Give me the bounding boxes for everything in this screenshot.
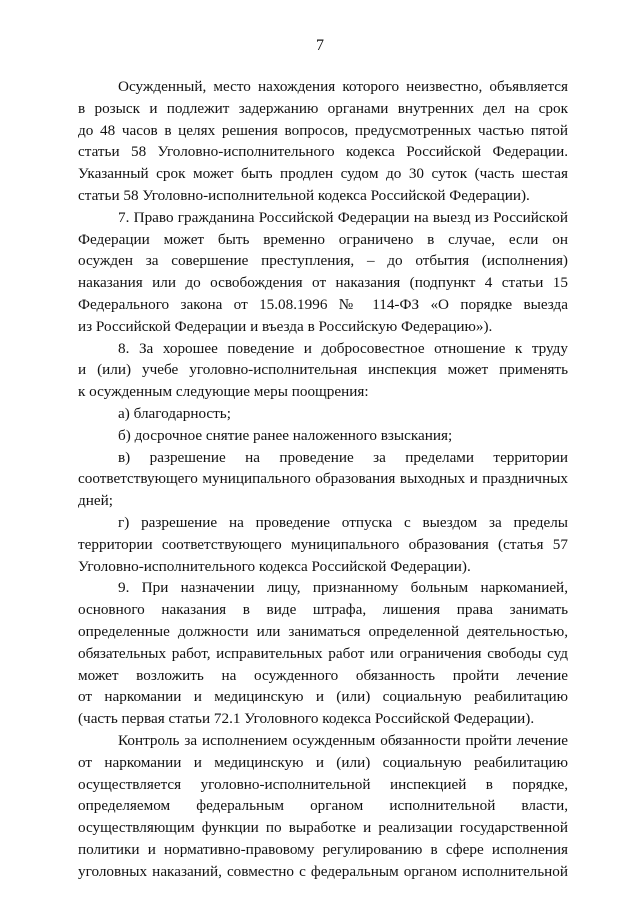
text-line: уголовных наказаний, совместно с федеральным органом исполнительной — [78, 862, 568, 880]
text-line: определенные должности или заниматься определенной деятельностью, — [78, 622, 568, 640]
page-number: 7 — [316, 37, 324, 54]
text-line: может возложить на осужденного обязанность пройти лечение — [78, 666, 568, 684]
text-line: Федерального закона от 15.08.1996 № 114-ФЗ «О порядке выезда — [78, 295, 568, 313]
text-line: от наркомании и медицинскую и (или) социальную реабилитацию — [78, 753, 568, 771]
paragraph-p3 — [78, 338, 568, 403]
text-line: до 48 часов в целях решения вопросов, предусмотренных частью пятой — [78, 121, 568, 139]
text-line: статьи 58 Уголовно-исполнительного кодекса Российской Федерации. — [78, 143, 568, 161]
text-line: в розыск и подлежит задержанию органами внутренних дел на срок — [78, 99, 568, 117]
paragraph-p6 — [78, 447, 568, 512]
text-line: наказания или до освобождения от наказания (подпункт 4 статьи 15 — [78, 274, 568, 292]
text-line: Уголовно-исполнительного кодекса Российской Федерации). — [78, 557, 471, 575]
paragraph-p5 — [78, 425, 568, 447]
paragraph-p7 — [78, 512, 568, 577]
document-body — [78, 76, 568, 882]
text-line: Осужденный, место нахождения которого неизвестно, объявляется — [118, 78, 568, 95]
paragraph-p9 — [78, 730, 568, 883]
text-line: и (или) учебе уголовно-исполнительная инспекция может применять — [78, 361, 568, 379]
text-line: основного наказания в виде штрафа, лишения права занимать — [78, 601, 568, 619]
text-line: соответствующего муниципального образования выходных и праздничных — [78, 470, 568, 488]
text-line: Контроль за исполнением осужденным обязанности пройти лечение — [118, 731, 568, 749]
text-line: дней; — [78, 492, 113, 510]
text-line: осуществляется уголовно-исполнительной инспекцией в порядке, — [78, 775, 568, 793]
text-line: от наркомании и медицинскую и (или) социальную реабилитацию — [78, 688, 568, 706]
paragraph-p1 — [78, 76, 568, 207]
text-line: Указанный срок может быть продлен судом до 30 суток (часть шестая — [78, 165, 568, 183]
text-line: определяемом федеральным органом исполнительной власти, — [78, 797, 568, 815]
text-line: территории соответствующего муниципального образования (статья 57 — [78, 535, 568, 553]
text-line: осуществляющим функции по выработке и реализации государственной — [78, 819, 568, 837]
paragraph-p8 — [78, 577, 568, 730]
text-line: из Российской Федерации и въезда в Российскую Федерацию»). — [78, 317, 493, 335]
text-line: (часть первая статьи 72.1 Уголовного кодекса Российской Федерации). — [78, 710, 535, 728]
text-line: 9. При назначении лицу, признанному больным наркоманией, — [118, 579, 568, 597]
text-line: б) досрочное снятие ранее наложенного взыскания; — [118, 426, 453, 444]
text-line: политики и нормативно-правовому регулированию в сфере исполнения — [78, 840, 568, 858]
text-line: 7. Право гражданина Российской Федерации на выезд из Российской — [118, 208, 568, 226]
text-line: статьи 58 Уголовно-исполнительной кодекса Российской Федерации). — [78, 186, 530, 204]
text-line: а) благодарность; — [118, 404, 231, 422]
text-line: в) разрешение на проведение за пределами территории — [118, 448, 568, 466]
paragraph-p4 — [78, 403, 568, 425]
text-line: к осужденным следующие меры поощрения: — [78, 383, 369, 401]
text-line: осужден за совершение преступления, – до отбытия (исполнения) — [78, 252, 568, 270]
text-line: 8. За хорошее поведение и добросовестное отношение к труду — [118, 339, 568, 357]
text-line: г) разрешение на проведение отпуска с выездом за пределы — [118, 513, 568, 531]
text-line: Федерации может быть временно ограничено в случае, если он — [78, 230, 568, 248]
paragraph-p2 — [78, 207, 568, 338]
text-line: обязательных работ, исправительных работ или ограничения свободы суд — [78, 644, 568, 662]
